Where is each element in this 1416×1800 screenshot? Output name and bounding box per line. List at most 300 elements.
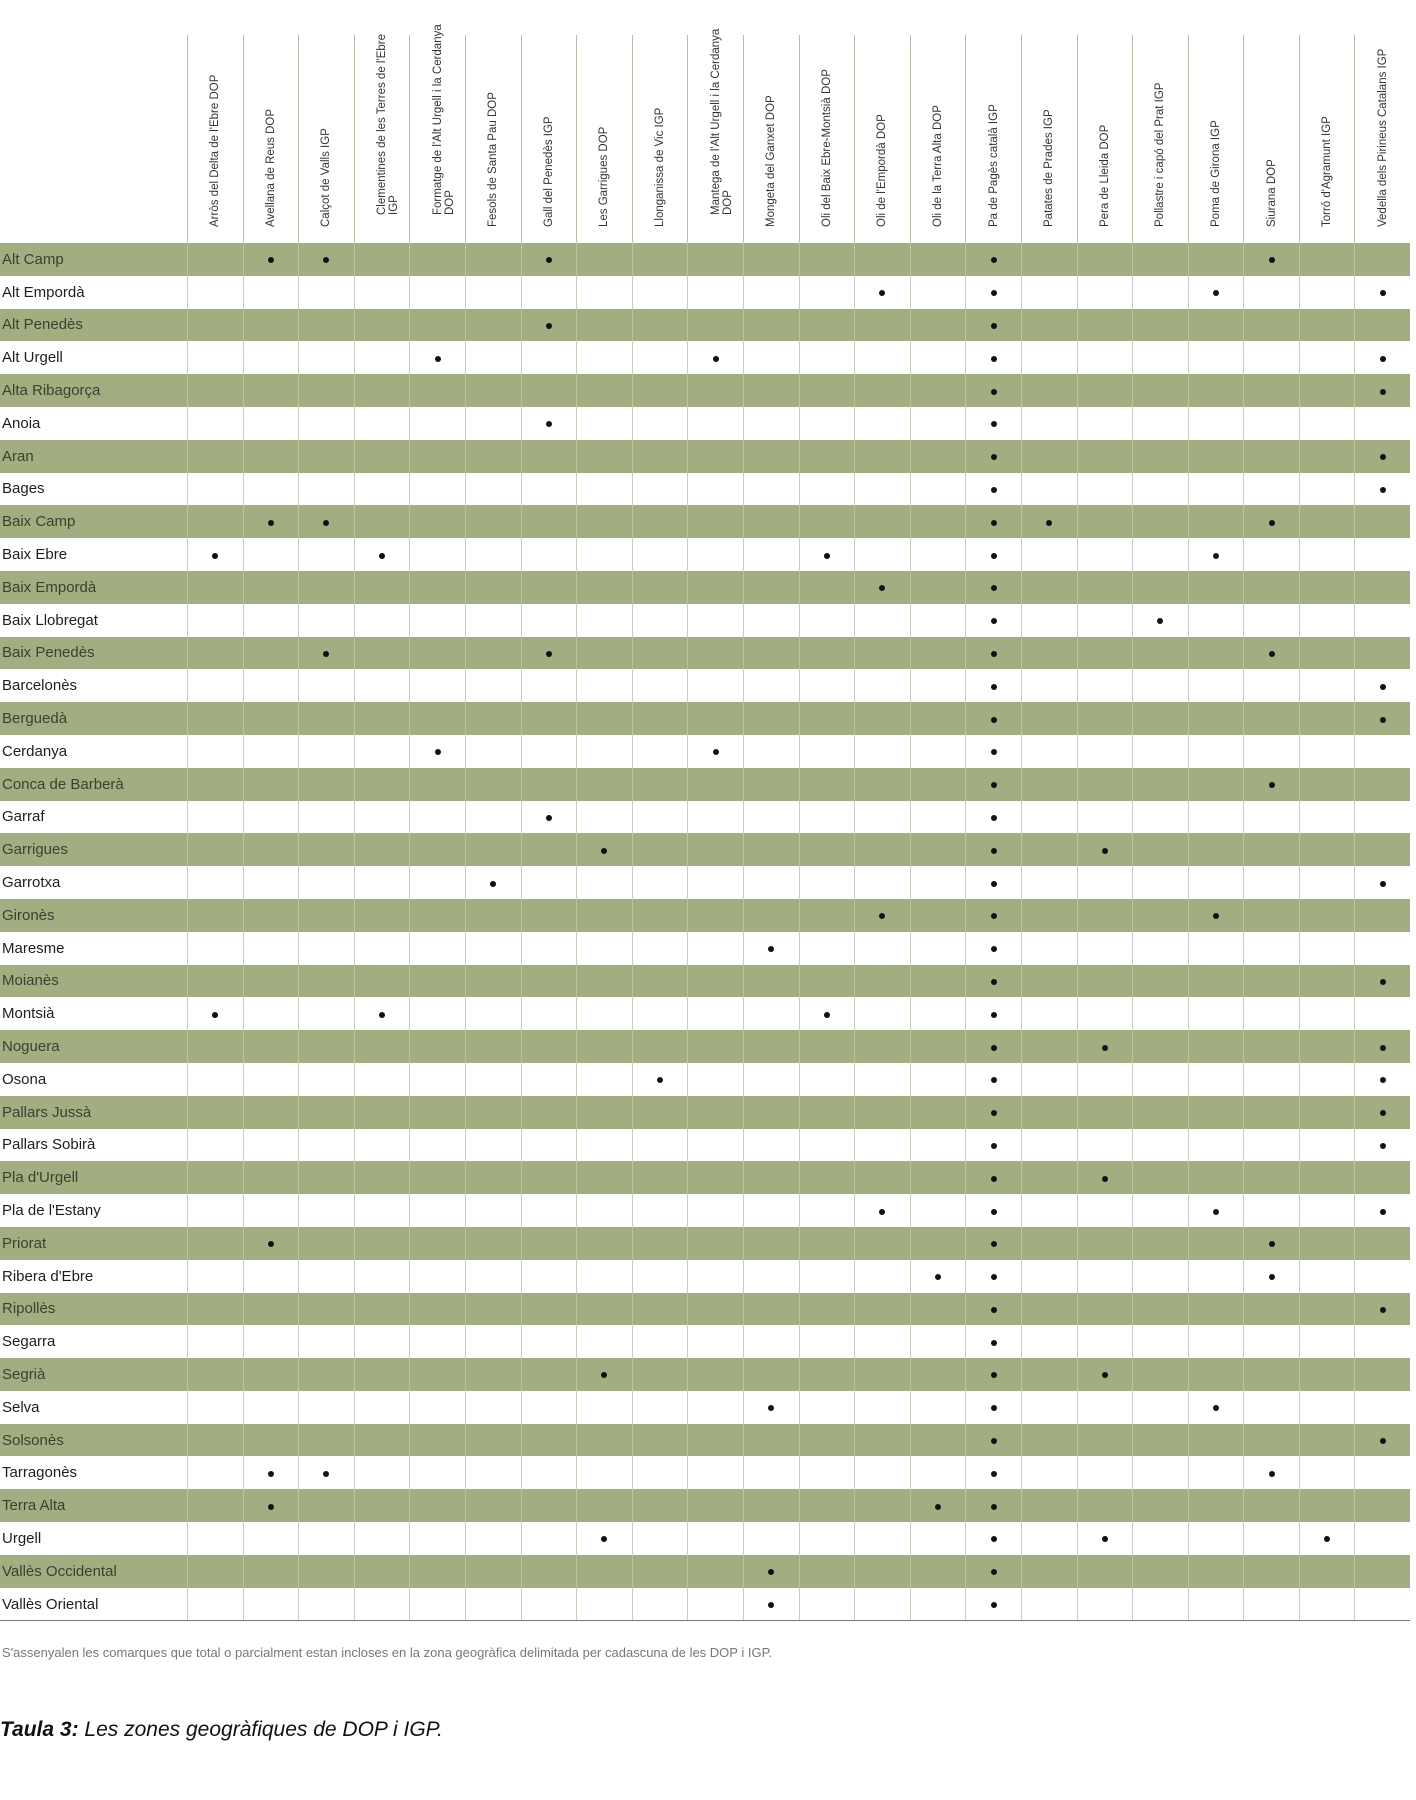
table-cell	[1244, 1293, 1300, 1326]
table-cell	[243, 1456, 299, 1489]
comarca-name: Alt Penedès	[0, 309, 188, 342]
column-header-label: Les Garrigues DOP	[598, 126, 611, 227]
table-cell	[743, 1161, 799, 1194]
table-cell	[1355, 702, 1410, 735]
table-cell	[632, 833, 688, 866]
table-row	[0, 866, 1410, 899]
table-cell	[1188, 374, 1244, 407]
table-cell	[799, 1424, 855, 1457]
table-cell	[1188, 801, 1244, 834]
table-cell	[243, 276, 299, 309]
table-cell	[1244, 801, 1300, 834]
table-cell	[1355, 571, 1410, 604]
table-cell	[1244, 1555, 1300, 1588]
column-header-label: Pollastre i capó del Prat IGP	[1154, 82, 1167, 227]
table-cell	[799, 1096, 855, 1129]
table-cell	[410, 833, 466, 866]
table-cell	[1077, 1588, 1133, 1621]
table-cell	[1133, 571, 1189, 604]
table-cell	[521, 473, 577, 506]
table-cell	[1299, 833, 1355, 866]
table-cell	[855, 1227, 911, 1260]
bullet-mark	[601, 1536, 607, 1542]
table-cell	[910, 243, 966, 276]
table-cell	[1244, 341, 1300, 374]
table-cell	[577, 243, 633, 276]
table-cell	[410, 1391, 466, 1424]
table-cell	[410, 965, 466, 998]
bullet-mark	[1213, 1209, 1219, 1215]
table-cell	[577, 440, 633, 473]
table-cell	[855, 669, 911, 702]
table-cell	[799, 1063, 855, 1096]
bullet-mark	[268, 1241, 274, 1247]
bullet-mark	[991, 1569, 997, 1575]
table-cell	[188, 669, 244, 702]
table-cell	[243, 932, 299, 965]
table-cell	[1299, 1129, 1355, 1162]
table-row	[0, 932, 1410, 965]
table-cell	[1355, 997, 1410, 1030]
table-cell	[743, 768, 799, 801]
table-cell	[855, 866, 911, 899]
column-header-label: Formatge de l'Alt Urgell i la Cerdanya DOP	[431, 24, 456, 215]
table-cell	[1299, 965, 1355, 998]
bullet-mark	[991, 323, 997, 329]
table-cell	[465, 1358, 521, 1391]
bullet-mark	[991, 881, 997, 887]
comarca-name: Pla de l'Estany	[2, 1202, 101, 1219]
table-cell	[299, 1588, 355, 1621]
table-cell	[1077, 243, 1133, 276]
table-cell	[688, 866, 744, 899]
table-cell	[521, 1129, 577, 1162]
table-cell	[966, 505, 1022, 538]
table-cell	[1299, 637, 1355, 670]
table-cell	[354, 1194, 410, 1227]
table-cell	[1077, 1161, 1133, 1194]
table-cell	[243, 1489, 299, 1522]
bullet-mark	[1269, 782, 1275, 788]
table-cell	[521, 407, 577, 440]
table-cell	[688, 1194, 744, 1227]
table-cell	[465, 538, 521, 571]
table-cell	[1133, 1522, 1189, 1555]
table-cell	[354, 997, 410, 1030]
table-cell	[743, 473, 799, 506]
table-cell	[855, 1293, 911, 1326]
column-header	[1133, 35, 1189, 243]
table-cell	[410, 932, 466, 965]
bullet-mark	[991, 1143, 997, 1149]
table-cell	[1133, 965, 1189, 998]
table-cell	[1355, 341, 1410, 374]
table-cell	[799, 1456, 855, 1489]
table-cell	[577, 571, 633, 604]
bullet-mark	[768, 1405, 774, 1411]
column-header-label: Oli del Baix Ebre-Montsià DOP	[820, 69, 833, 227]
table-cell	[743, 669, 799, 702]
table-cell	[410, 538, 466, 571]
table-cell	[966, 899, 1022, 932]
table-cell	[1021, 440, 1077, 473]
table-cell	[188, 1293, 244, 1326]
table-cell	[910, 702, 966, 735]
column-header	[465, 35, 521, 243]
table-cell	[577, 538, 633, 571]
table-cell	[410, 1227, 466, 1260]
table-cell	[577, 1391, 633, 1424]
table-cell	[1244, 997, 1300, 1030]
table-cell	[354, 702, 410, 735]
table-cell	[299, 1325, 355, 1358]
table-cell	[299, 801, 355, 834]
table-cell	[465, 407, 521, 440]
table-cell	[410, 1260, 466, 1293]
bullet-mark	[1269, 520, 1275, 526]
table-cell	[743, 997, 799, 1030]
table-cell	[243, 1227, 299, 1260]
table-cell	[855, 440, 911, 473]
table-cell	[1188, 866, 1244, 899]
table-cell	[910, 1489, 966, 1522]
table-cell	[577, 702, 633, 735]
table-cell	[855, 965, 911, 998]
table-cell	[966, 1555, 1022, 1588]
table-cell	[1133, 1424, 1189, 1457]
table-cell	[354, 1129, 410, 1162]
table-cell	[1244, 637, 1300, 670]
table-cell	[1133, 1358, 1189, 1391]
table-cell	[577, 1129, 633, 1162]
table-cell	[966, 407, 1022, 440]
table-cell	[1244, 1227, 1300, 1260]
bullet-mark	[1380, 684, 1386, 690]
table-cell	[1299, 407, 1355, 440]
table-cell	[799, 1227, 855, 1260]
table-cell	[577, 505, 633, 538]
table-cell	[966, 1030, 1022, 1063]
table-cell	[354, 243, 410, 276]
column-header-label: Siurana DOP	[1265, 159, 1278, 227]
table-cell	[1244, 1096, 1300, 1129]
bullet-mark	[1380, 389, 1386, 395]
table-cell	[1188, 735, 1244, 768]
table-cell	[465, 604, 521, 637]
bullet-mark	[1102, 1372, 1108, 1378]
comarca-name: Segrià	[0, 1358, 188, 1391]
table-cell	[1021, 1096, 1077, 1129]
bullet-mark	[1380, 1209, 1386, 1215]
table-cell	[632, 1227, 688, 1260]
column-header-label: Gall del Penedès IGP	[542, 116, 555, 227]
table-cell	[299, 571, 355, 604]
table-cell	[354, 1588, 410, 1621]
table-cell	[1077, 669, 1133, 702]
table-cell	[632, 1588, 688, 1621]
table-cell	[966, 1129, 1022, 1162]
table-cell	[632, 243, 688, 276]
table-cell	[910, 1161, 966, 1194]
table-cell	[354, 309, 410, 342]
table-cell	[632, 768, 688, 801]
table-cell	[188, 637, 244, 670]
table-cell	[1188, 473, 1244, 506]
table-cell	[188, 1129, 244, 1162]
table-cell	[410, 899, 466, 932]
table-cell	[855, 407, 911, 440]
table-cell	[465, 1391, 521, 1424]
table-cell	[632, 702, 688, 735]
table-cell	[465, 1555, 521, 1588]
comarca-name: Ribera d'Ebre	[2, 1267, 94, 1285]
bullet-mark	[991, 1405, 997, 1411]
table-row	[0, 243, 1410, 276]
table-cell	[1188, 1063, 1244, 1096]
column-header-label: Llonganissa de Vic IGP	[654, 107, 667, 227]
table-cell	[521, 538, 577, 571]
table-cell	[299, 1522, 355, 1555]
column-header-label: Mantega de l'Alt Urgell i la Cerdanya DOP	[709, 28, 734, 215]
table-cell	[1244, 407, 1300, 440]
table-cell	[243, 1030, 299, 1063]
bullet-mark	[490, 881, 496, 887]
bullet-mark	[991, 520, 997, 526]
table-cell	[632, 309, 688, 342]
table-row	[0, 801, 1410, 834]
table-cell	[465, 833, 521, 866]
table-cell	[354, 735, 410, 768]
table-cell	[688, 735, 744, 768]
table-cell	[855, 1424, 911, 1457]
table-cell	[1077, 505, 1133, 538]
table-cell	[465, 1588, 521, 1621]
table-cell	[465, 341, 521, 374]
table-cell	[188, 735, 244, 768]
table-cell	[1133, 1194, 1189, 1227]
bullet-mark	[768, 946, 774, 952]
table-cell	[410, 243, 466, 276]
table-cell	[1355, 1194, 1410, 1227]
bullet-mark	[991, 913, 997, 919]
table-cell	[1244, 702, 1300, 735]
table-cell	[410, 1096, 466, 1129]
bullet-mark	[991, 454, 997, 460]
table-cell	[1077, 1129, 1133, 1162]
table-cell	[354, 866, 410, 899]
table-cell	[1244, 735, 1300, 768]
table-cell	[1299, 1424, 1355, 1457]
table-cell	[743, 505, 799, 538]
table-cell	[1133, 309, 1189, 342]
table-cell	[855, 932, 911, 965]
table-cell	[465, 276, 521, 309]
table-cell	[188, 407, 244, 440]
table-cell	[1077, 1293, 1133, 1326]
table-cell	[1133, 505, 1189, 538]
table-cell	[1021, 1194, 1077, 1227]
table-cell	[577, 1030, 633, 1063]
table-cell	[521, 1358, 577, 1391]
table-cell	[688, 899, 744, 932]
table-cell	[243, 341, 299, 374]
bullet-mark	[268, 257, 274, 263]
table-cell	[632, 866, 688, 899]
table-cell	[299, 1227, 355, 1260]
table-cell	[910, 1129, 966, 1162]
table-cell	[966, 702, 1022, 735]
table-cell	[1077, 604, 1133, 637]
table-cell	[1077, 407, 1133, 440]
bullet-mark	[1269, 257, 1275, 263]
table-cell	[855, 1260, 911, 1293]
table-cell	[632, 341, 688, 374]
table-cell	[521, 1227, 577, 1260]
table-cell	[1355, 1424, 1410, 1457]
table-cell	[1021, 1030, 1077, 1063]
table-cell	[577, 1194, 633, 1227]
table-cell	[1133, 473, 1189, 506]
table-cell	[577, 965, 633, 998]
table-cell	[188, 538, 244, 571]
table-row	[0, 1358, 1410, 1391]
table-cell	[1021, 702, 1077, 735]
table-cell	[465, 899, 521, 932]
table-cell	[688, 833, 744, 866]
table-cell	[632, 1555, 688, 1588]
table-cell	[966, 768, 1022, 801]
table-cell	[1188, 276, 1244, 309]
table-cell	[465, 473, 521, 506]
comarca-name: Moianès	[0, 965, 188, 998]
bullet-mark	[991, 946, 997, 952]
table-cell	[1188, 1096, 1244, 1129]
bullet-mark	[713, 749, 719, 755]
table-cell	[688, 1063, 744, 1096]
table-cell	[354, 571, 410, 604]
table-cell	[910, 1293, 966, 1326]
table-cell	[799, 276, 855, 309]
table-row	[0, 1555, 1410, 1588]
table-cell	[188, 702, 244, 735]
table-cell	[966, 1063, 1022, 1096]
comarca-name: Maresme	[2, 939, 65, 957]
table-cell	[1021, 1555, 1077, 1588]
table-cell	[243, 735, 299, 768]
table-cell	[577, 473, 633, 506]
table-cell	[1133, 538, 1189, 571]
comarca-name: Alt Empordà	[2, 283, 85, 301]
table-cell	[1188, 768, 1244, 801]
table-cell	[577, 768, 633, 801]
table-cell	[632, 1293, 688, 1326]
table-cell	[1355, 1325, 1410, 1358]
table-cell	[799, 407, 855, 440]
table-cell	[1077, 571, 1133, 604]
bullet-mark	[1380, 356, 1386, 362]
table-cell	[1188, 833, 1244, 866]
table-cell	[299, 604, 355, 637]
table-cell	[188, 965, 244, 998]
table-cell	[799, 997, 855, 1030]
table-cell	[966, 1358, 1022, 1391]
table-cell	[521, 374, 577, 407]
table-cell	[243, 1260, 299, 1293]
table-cell	[243, 473, 299, 506]
table-row	[0, 1588, 1410, 1621]
table-cell	[410, 276, 466, 309]
table-cell	[799, 1293, 855, 1326]
table-cell	[465, 768, 521, 801]
table-cell	[1021, 341, 1077, 374]
table-cell	[910, 276, 966, 309]
table-cell	[855, 276, 911, 309]
bullet-mark	[546, 815, 552, 821]
table-cell	[354, 407, 410, 440]
table-cell	[465, 1194, 521, 1227]
table-cell	[688, 1096, 744, 1129]
table-cell	[243, 702, 299, 735]
table-cell	[855, 473, 911, 506]
table-cell	[243, 1293, 299, 1326]
table-cell	[799, 932, 855, 965]
table-row	[0, 997, 1410, 1030]
comarca-name: Bages	[2, 480, 45, 498]
table-cell	[1021, 801, 1077, 834]
table-cell	[1299, 1391, 1355, 1424]
table-cell	[1188, 604, 1244, 637]
column-header-label: Patates de Prades IGP	[1043, 109, 1056, 227]
table-cell	[855, 1391, 911, 1424]
table-cell	[910, 473, 966, 506]
table-cell	[299, 899, 355, 932]
table-cell	[1133, 669, 1189, 702]
table-cell	[1355, 1522, 1410, 1555]
table-cell	[521, 1489, 577, 1522]
bullet-mark	[991, 1209, 997, 1215]
table-cell	[1355, 932, 1410, 965]
table-cell	[799, 1161, 855, 1194]
table-cell	[521, 440, 577, 473]
table-cell	[410, 1424, 466, 1457]
table-cell	[1021, 276, 1077, 309]
table-cell	[188, 1391, 244, 1424]
table-cell	[966, 276, 1022, 309]
bullet-mark	[1380, 1307, 1386, 1313]
table-cell	[299, 1260, 355, 1293]
table-cell	[1188, 1129, 1244, 1162]
table-cell	[855, 1588, 911, 1621]
table-cell	[1021, 637, 1077, 670]
table-cell	[855, 1555, 911, 1588]
table-cell	[855, 604, 911, 637]
table-cell	[688, 374, 744, 407]
bullet-mark	[1269, 1471, 1275, 1477]
table-cell	[743, 407, 799, 440]
bullet-mark	[991, 1340, 997, 1346]
table-cell	[743, 965, 799, 998]
table-cell	[1355, 374, 1410, 407]
table-cell	[1188, 1030, 1244, 1063]
table-cell	[855, 1030, 911, 1063]
table-cell	[1355, 473, 1410, 506]
table-cell	[1355, 1227, 1410, 1260]
comarca-name: Anoia	[2, 414, 41, 432]
table-cell	[743, 1555, 799, 1588]
table-cell	[354, 1227, 410, 1260]
bullet-mark	[991, 585, 997, 591]
table-cell	[521, 1588, 577, 1621]
